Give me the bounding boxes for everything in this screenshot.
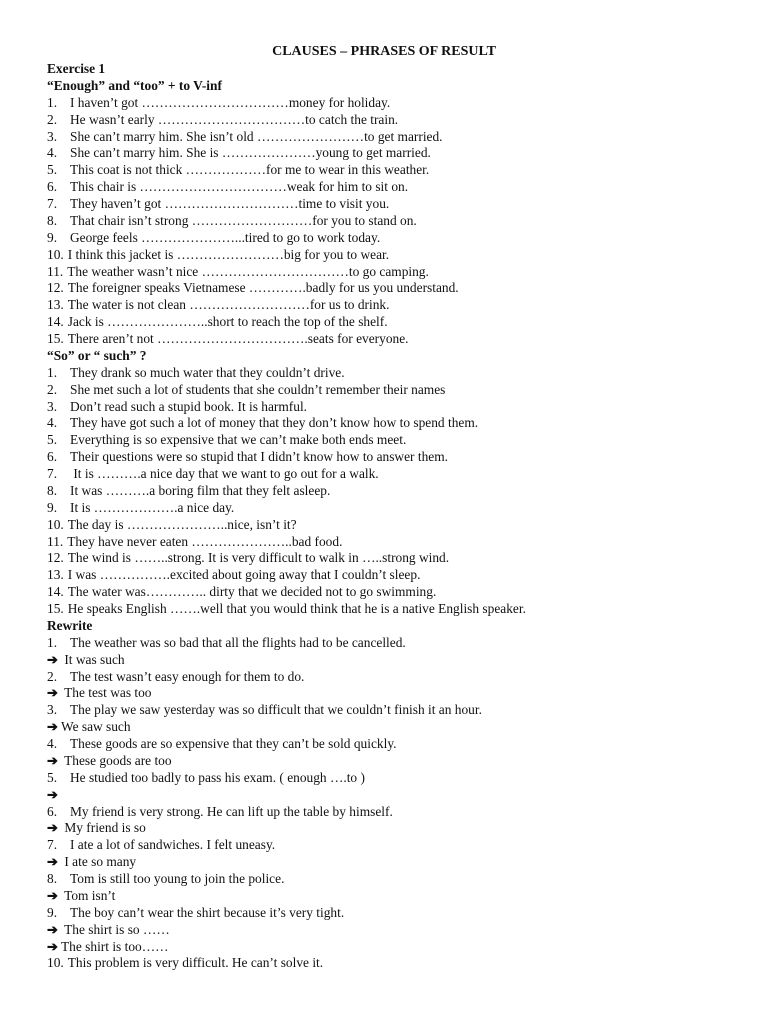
- item-text: He speaks English …….well that you would think that he is a native English speaker.: [67, 601, 526, 616]
- arrow-right-icon: ➔: [47, 854, 58, 870]
- list-item: [47, 500, 747, 517]
- list-item: [47, 736, 747, 753]
- exercise-subheading: “Enough” and “too” + to V-inf: [47, 77, 222, 93]
- item-number: 7.: [47, 837, 58, 853]
- section-heading-so-such: “So” or “ such” ?: [47, 347, 147, 363]
- item-text: This chair is ……………………………weak for him to sit on.: [70, 179, 409, 195]
- list-item: [47, 550, 747, 567]
- item-number: 12.: [47, 280, 64, 296]
- item-text: They drank so much water that they couldn’t drive.: [70, 364, 345, 380]
- item-text: The weather wasn’t nice ……………………………to go camping.: [67, 263, 429, 279]
- list-item: [47, 669, 747, 686]
- section-heading-rewrite: Rewrite: [47, 617, 93, 633]
- item-text: There aren’t not …………………………….seats for everyone.: [67, 331, 409, 346]
- item-text: These goods are so expensive that they can’t be sold quickly.: [70, 736, 397, 751]
- item-number: 7.: [47, 466, 58, 481]
- item-text: He wasn’t early ……………………………to catch the train.: [70, 111, 399, 127]
- arrow-right-icon: ➔: [47, 786, 58, 802]
- list-item: [47, 635, 747, 652]
- arrow-right-icon: ➔: [47, 651, 58, 667]
- list-item: [47, 162, 747, 179]
- item-text: She can’t marry him. She isn’t old ……………………to get married.: [70, 128, 443, 144]
- item-text: The test wasn’t easy enough for them to do.: [70, 668, 305, 684]
- item-number: 1.: [47, 364, 58, 380]
- answer-text: The test was too: [61, 685, 152, 701]
- answer-line: [47, 652, 747, 669]
- answer-line: [47, 719, 747, 736]
- item-text: I haven’t got ……………………………money for holiday.: [70, 94, 391, 110]
- answer-line: [47, 939, 747, 956]
- item-number: 7.: [47, 196, 58, 211]
- worksheet-body: [47, 61, 747, 972]
- list-item: [47, 365, 747, 382]
- item-number: 6.: [47, 803, 58, 819]
- item-text: The water is not clean ………………………for us to drink.: [67, 297, 390, 313]
- item-number: 8.: [47, 482, 58, 498]
- item-number: 5.: [47, 432, 58, 448]
- item-number: 6.: [47, 179, 58, 195]
- item-number: 1.: [47, 634, 58, 650]
- item-text: The day is …………………..nice, isn’t it?: [67, 516, 297, 532]
- list-item: [47, 466, 747, 483]
- item-text: My friend is very strong. He can lift up the table by himself.: [70, 803, 393, 819]
- answer-line: [47, 854, 747, 871]
- item-number: 9.: [47, 229, 58, 245]
- item-number: 11.: [47, 533, 64, 549]
- list-item: [47, 382, 747, 399]
- list-item: [47, 129, 747, 146]
- item-number: 12.: [47, 550, 64, 566]
- item-text: The water was………….. dirty that we decided not to go swimming.: [67, 584, 437, 600]
- item-number: 3.: [47, 702, 58, 718]
- item-number: 10.: [47, 246, 64, 262]
- item-number: 11.: [47, 263, 64, 279]
- item-text: I think this jacket is ……………………big for you to wear.: [67, 246, 390, 262]
- item-number: 2.: [47, 668, 58, 684]
- answer-line: [47, 685, 747, 702]
- item-number: 5.: [47, 769, 58, 785]
- exercise-heading: Exercise 1: [47, 61, 106, 76]
- arrow-right-icon: ➔: [47, 921, 58, 937]
- list-item: [47, 213, 747, 230]
- answer-line: [47, 888, 747, 905]
- answer-text: We saw such: [61, 719, 131, 735]
- item-text: This problem is very difficult. He can’t solve it.: [67, 955, 324, 971]
- page-title: CLAUSES – PHRASES OF RESULT: [272, 44, 496, 59]
- arrow-right-icon: ➔: [47, 820, 58, 836]
- list-item: [47, 483, 747, 500]
- item-text: I ate a lot of sandwiches. I felt uneasy.: [70, 837, 276, 853]
- item-number: 5.: [47, 162, 58, 178]
- item-number: 1.: [47, 94, 58, 110]
- list-item: [47, 534, 747, 551]
- answer-text: Tom isn’t: [61, 887, 116, 903]
- item-number: 4.: [47, 415, 58, 431]
- item-text: That chair isn’t strong ………………………for you to stand on.: [70, 212, 417, 228]
- item-number: 15.: [47, 601, 64, 616]
- list-item: [47, 432, 747, 449]
- list-item: [47, 517, 747, 534]
- answer-text: I ate so many: [61, 854, 137, 870]
- item-number: 4.: [47, 736, 58, 751]
- item-number: 4.: [47, 145, 58, 161]
- list-item: [47, 297, 747, 314]
- item-text: It was ……….a boring film that they felt asleep.: [70, 482, 331, 498]
- answer-line: [47, 820, 747, 837]
- list-item: [47, 871, 747, 888]
- answer-text: The shirt is so ……: [61, 921, 170, 937]
- item-text: George feels …………………...tired to go to work today.: [70, 229, 381, 245]
- item-text: Their questions were so stupid that I didn’t know how to answer them.: [70, 449, 448, 465]
- list-item: [47, 837, 747, 854]
- item-text: He studied too badly to pass his exam. ( enough ….to ): [70, 769, 365, 785]
- item-number: 15.: [47, 331, 64, 346]
- list-item: [47, 247, 747, 264]
- list-item: [47, 770, 747, 787]
- item-number: 10.: [47, 955, 64, 971]
- item-number: 3.: [47, 398, 58, 414]
- item-text: It is ……………….a nice day.: [70, 499, 235, 515]
- list-item: [47, 955, 747, 972]
- list-item: [47, 95, 747, 112]
- item-text: She met such a lot of students that she couldn’t remember their names: [70, 381, 446, 397]
- item-text: The play we saw yesterday was so difficult that we couldn’t finish it an hour.: [70, 702, 482, 718]
- item-text: The wind is ……..strong. It is very difficult to walk in …..strong wind.: [67, 550, 450, 566]
- item-text: It is ……….a nice day that we want to go out for a walk.: [70, 466, 379, 481]
- item-number: 8.: [47, 871, 58, 886]
- answer-line: [47, 922, 747, 939]
- item-number: 9.: [47, 499, 58, 515]
- list-item: [47, 331, 747, 348]
- answer-line: [47, 753, 747, 770]
- item-number: 13.: [47, 567, 64, 583]
- list-item: [47, 567, 747, 584]
- answer-text: These goods are too: [61, 752, 172, 768]
- answer-text: It was such: [61, 651, 125, 667]
- list-item: [47, 415, 747, 432]
- arrow-right-icon: ➔: [47, 752, 58, 768]
- list-item: [47, 702, 747, 719]
- item-text: They have got such a lot of money that they don’t know how to spend them.: [70, 415, 479, 431]
- item-text: I was …………….excited about going away that I couldn’t sleep.: [67, 567, 421, 583]
- item-number: 14.: [47, 584, 64, 600]
- item-number: 8.: [47, 212, 58, 228]
- item-text: The foreigner speaks Vietnamese ………….badly for us you understand.: [67, 280, 459, 296]
- answer-text: The shirt is too……: [61, 938, 169, 954]
- item-text: The boy can’t wear the shirt because it’s very tight.: [70, 904, 345, 920]
- arrow-right-icon: ➔: [47, 719, 58, 735]
- list-item: [47, 584, 747, 601]
- item-number: 10.: [47, 516, 64, 532]
- list-item: [47, 601, 747, 618]
- list-item: [47, 264, 747, 281]
- item-number: 2.: [47, 381, 58, 397]
- list-item: [47, 230, 747, 247]
- list-item: [47, 179, 747, 196]
- item-text: This coat is not thick ………………for me to wear in this weather.: [70, 162, 430, 178]
- list-item: [47, 196, 747, 213]
- item-text: The weather was so bad that all the flights had to be cancelled.: [70, 634, 406, 650]
- list-item: [47, 449, 747, 466]
- item-text: Everything is so expensive that we can’t make both ends meet.: [70, 432, 407, 448]
- arrow-right-icon: ➔: [47, 685, 58, 701]
- item-text: Don’t read such a stupid book. It is harmful.: [70, 398, 308, 414]
- list-item: [47, 112, 747, 129]
- item-number: 13.: [47, 297, 64, 313]
- item-text: They have never eaten …………………..bad food.: [67, 533, 343, 549]
- list-item: [47, 314, 747, 331]
- item-text: She can’t marry him. She is …………………young to get married.: [70, 145, 431, 161]
- arrow-right-icon: ➔: [47, 887, 58, 903]
- list-item: [47, 905, 747, 922]
- item-text: They haven’t got …………………………time to visit you.: [70, 196, 390, 211]
- item-text: Tom is still too young to join the police.: [70, 871, 285, 886]
- answer-text: My friend is so: [61, 820, 146, 836]
- item-text: Jack is …………………..short to reach the top of the shelf.: [67, 314, 388, 330]
- list-item: [47, 804, 747, 821]
- list-item: [47, 145, 747, 162]
- item-number: 6.: [47, 449, 58, 465]
- item-number: 14.: [47, 314, 64, 330]
- list-item: [47, 280, 747, 297]
- item-number: 9.: [47, 904, 58, 920]
- answer-line: [47, 787, 747, 804]
- arrow-right-icon: ➔: [47, 938, 58, 954]
- item-number: 3.: [47, 128, 58, 144]
- list-item: [47, 399, 747, 416]
- item-number: 2.: [47, 111, 58, 127]
